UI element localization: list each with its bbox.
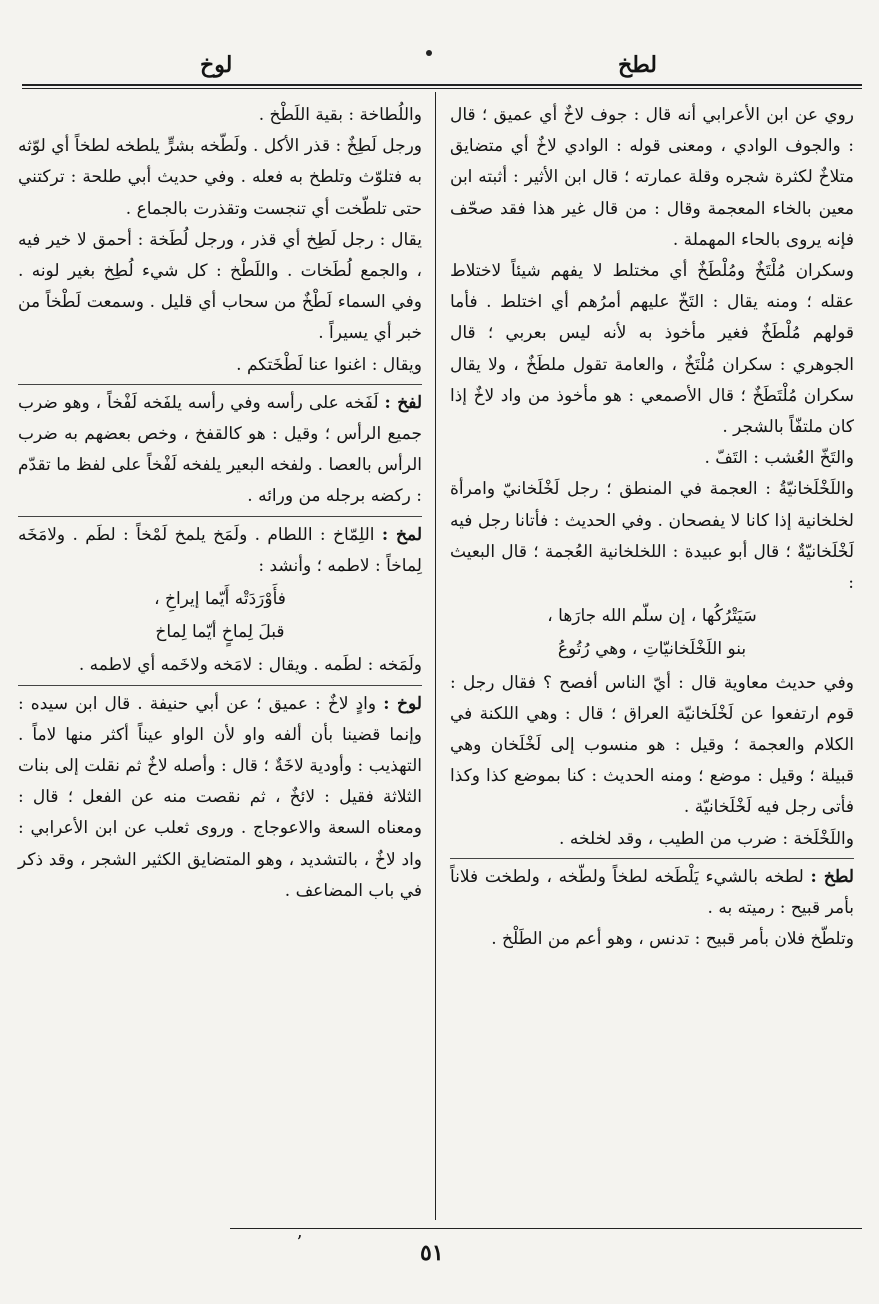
- entry-headword: لفخ :: [384, 392, 422, 413]
- entry-text: روي عن ابن الأعرابي أنه قال : جوف لاخٌ أي عميق ؛ قال : والجوف الوادي ، ومعنى قوله : الوادي لاخٌ أي متضايق متلاخٌ لكثرة شجره وقلة عمارته ؛ قال ابن الأثير : أثبته ابن معين بالخاء المعجمة وقال : من قال غير هذا فقد صحّف فإنه يروى بالحاء المهملة .: [450, 105, 854, 250]
- dictionary-entry: [18, 384, 422, 513]
- paragraph: [450, 474, 854, 599]
- entry-text: ورجل لَطِخٌ : قذر الأكل . ولَطّخه بشرٍّ يلطخه لطخاً أي لوّثه به فتلوّث وتلطخ به فعله . وفي حديث أبي طلحة : تركتني حتى تلطّخت أي تنجست وتقذرت بالجماع .: [18, 136, 422, 219]
- entry-text: والتَخّ العُشب : التَفّ .: [704, 448, 854, 469]
- column-divider: [435, 92, 436, 1220]
- paragraph: [18, 131, 422, 225]
- entry-text: وسكران مُلْتَخٌ ومُلْطَخٌ أي مختلط لا يفهم شيئاً لاختلاط عقله ؛ ومنه يقال : التَخّ عليهم أمرُهم أي اختلط . فأما قولهم مُلْطَخٌ فغير مأخوذ به لأنه ليس بعربي ؛ قال الجوهري : سكران مُلْتَخٌ ، والعامة تقول ملطَخٌ ، ولا يقال سكران مُلْتَطَخٌ ؛ قال الأصمعي : هو مأخوذ من واد لاخٌ إذا كان ملتفّاً بالشجر .: [450, 261, 854, 438]
- top-rule-thin: [22, 88, 862, 89]
- top-rule: [22, 84, 862, 86]
- entry-text: يقال : رجل لَطِخ أي قذر ، ورجل لُطَخة : أحمق لا خير فيه ، والجمع لُطَخات . واللَطْخ : كل شيء لُطِخ بغير لونه . وفي السماء لَطْخٌ من سحاب أي قليل . وسمعت لَطْخاً من خبر أي يسيراً .: [18, 229, 422, 344]
- paragraph: [450, 100, 854, 256]
- entry-text: وادٍ لاخٌ : عميق ؛ عن أبي حنيفة . قال ابن سيده : وإنما قضينا بأن ألفه واو لأن الواو عيناً أكثر منها لاماً . التهذيب : وأودية لاخَةٌ ؛ قال : وأصله لاخٌ ثم نقلت إلى بنات الثلاثة فقيل : لائخٌ ، ثم نقصت منه عن الفعل ؛ قال : ومعناه السعة والاعوجاج . وروى ثعلب عن ابن الأعرابي : واد لاخٌ ، بالتشديد ، وهو المتضايق الكثير الشجر ، وقد ذكر في باب المضاعف .: [18, 693, 422, 901]
- running-head-left: لوخ: [200, 52, 233, 78]
- left-column: [18, 100, 422, 907]
- entry-text: ويقال : اغنوا عنا لَطْخَتكم .: [236, 354, 422, 375]
- right-column: [450, 100, 854, 955]
- entry-text: وفي حديث معاوية قال : أيّ الناس أفصح ؟ فقال رجل : قوم ارتفعوا عن لَخْلَخانيّة العراق ؛ قال : وهي اللكنة في الكلام والعجمة ؛ وقيل : هو منسوب إلى لَخْلَخان وهي قبيلة ؛ وقيل : موضع ؛ ومنه الحديث : كنا بموضع كذا وكذا فأتى رجل فيه لَخْلَخانيّة .: [450, 672, 854, 818]
- entry-text: واللُطاخة : بقية اللَطْخ .: [258, 105, 422, 125]
- entry-headword: لوخ :: [383, 693, 422, 714]
- dictionary-entry: [18, 685, 422, 907]
- entry-text: واللَخْلَخة : ضرب من الطيب ، وقد لخلخه .: [559, 828, 854, 849]
- bottom-rule: [230, 1228, 862, 1229]
- paragraph: [450, 924, 854, 955]
- paragraph: [18, 225, 422, 350]
- entry-headword: لمخ :: [381, 524, 422, 545]
- paragraph: [450, 443, 854, 474]
- verse-line: [18, 584, 422, 615]
- entry-text: اللِمّاخ : اللطام . ولَمَخ يلمخ لَمْخاً : لطَم . ولامَخَه لِماخاً : لاطمه ؛ وأنشد :: [18, 524, 422, 576]
- paragraph: [450, 824, 854, 855]
- paragraph: [18, 100, 422, 131]
- entry-text: فأَوْرَدَتْه أَيّما إيراخِ ،: [154, 589, 286, 610]
- entry-text: قبلَ لِماخٍ أيّما لِماخ: [155, 622, 285, 643]
- entry-text: واللَخْلَخانيّةُ : العجمة في المنطق ؛ رجل لَخْلَخانيّ وامرأة لخلخانية إذا كانا لا يفصحان . وفي الحديث : فأتانا رجل فيه لَخْلَخانيّةٌ ؛ قال أبو عبيدة : اللخلخانية العُجمة ؛ قال البعيث :: [450, 479, 854, 594]
- entry-text: سَيَتْرُكُها ، إن سلّم الله جارَها ،: [547, 606, 757, 627]
- page-number: ٥١: [420, 1240, 444, 1266]
- paragraph: [450, 668, 854, 824]
- entry-text: وتلطّخ فلان بأمر قبيح : تدنس ، وهو أعم من الطَلْخ .: [491, 929, 854, 950]
- paragraph: [450, 256, 854, 443]
- verse-line: [450, 634, 854, 665]
- entry-text: ولَمَخه : لطَمه . ويقال : لامَخه ولاخَمه أي لاطمه .: [78, 655, 422, 676]
- dictionary-entry: [18, 516, 422, 582]
- entry-text: بنو اللَخْلَخانيّاتِ ، وهي رُتُوعُ: [557, 639, 747, 660]
- verse-line: [450, 601, 854, 632]
- paragraph: [18, 350, 422, 381]
- paragraph: [18, 650, 422, 681]
- margin-mark: ʼ: [296, 1232, 302, 1253]
- entry-text: لَفَخه على رأسه وفي رأسه يلفَخه لَفْخاً ، وهو ضرب جميع الرأس ؛ وقيل : هو كالقفخ ، وخص بعضهم به ضرب الرأس بالعصا . ولفخه البعير يلفخه لَفْخاً على لفظ ما تقدّم : ركضه برجله من ورائه .: [18, 392, 422, 507]
- header-dot: [426, 50, 432, 56]
- running-head-right: لطخ: [618, 52, 657, 78]
- verse-line: [18, 617, 422, 648]
- dictionary-entry: [450, 858, 854, 924]
- entry-headword: لطخ :: [810, 866, 854, 887]
- entry-text: لطخه بالشيء يَلْطَخه لطخاً ولطّخه ، ولطخت فلاناً بأمر قبيح : رميته به .: [450, 866, 854, 919]
